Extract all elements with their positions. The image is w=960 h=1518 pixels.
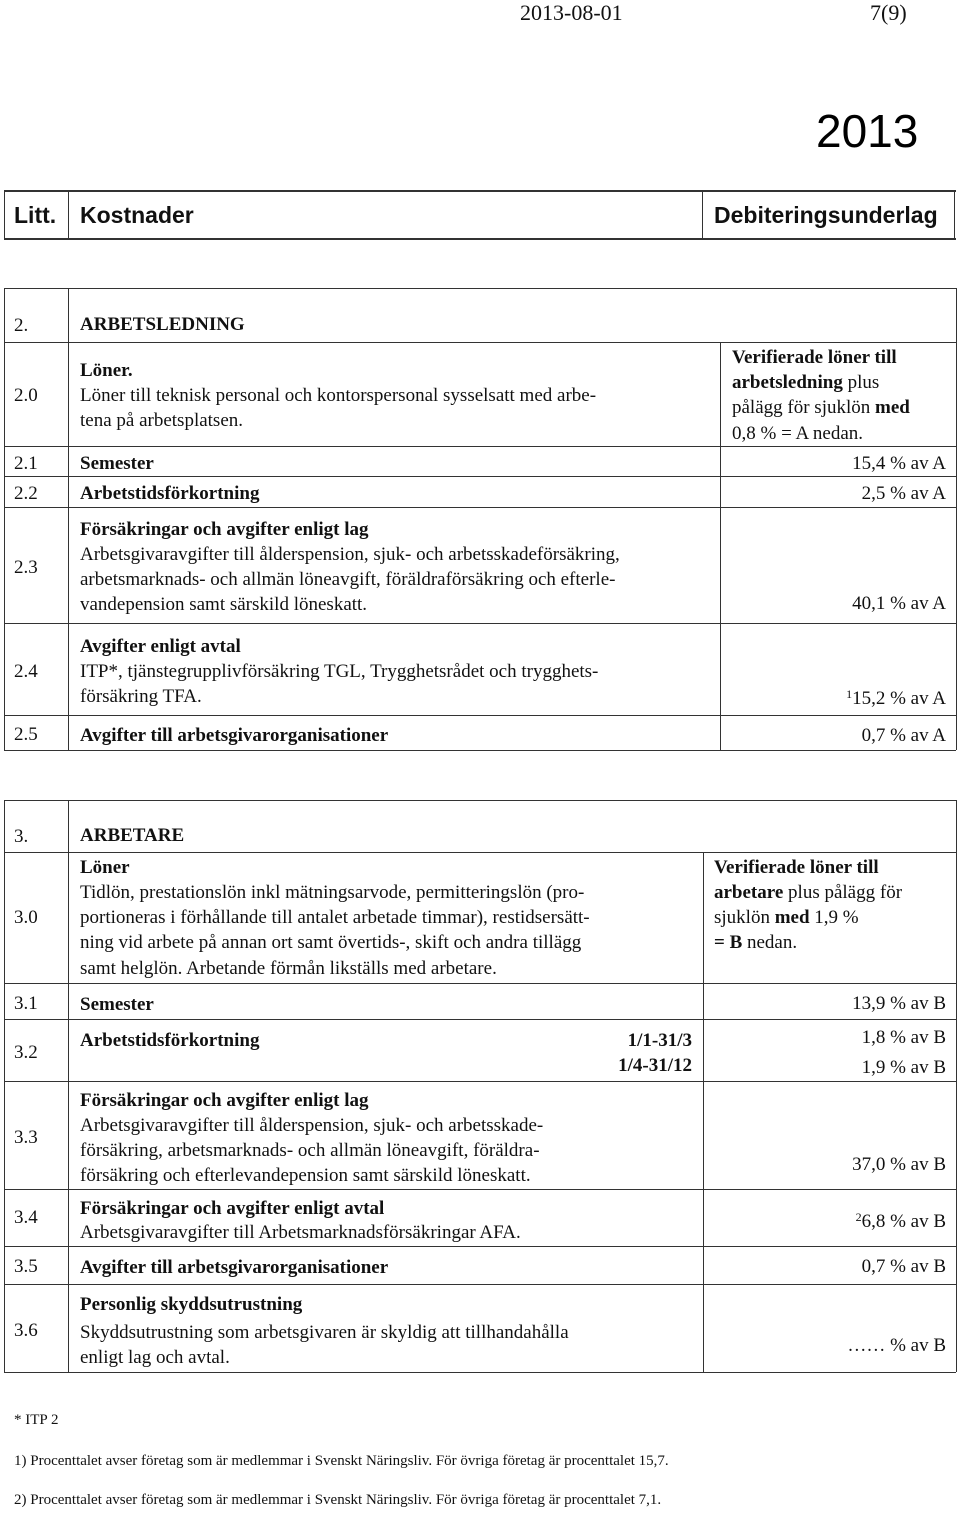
column-kostnader: Kostnader: [80, 201, 194, 228]
s2-bottom-border: [4, 750, 956, 751]
row-2-0-deb1: Verifierade löner till: [732, 347, 897, 368]
row-2-0-deb4: 0,8 % = A nedan.: [732, 423, 864, 444]
header-left-border: [4, 190, 5, 240]
row-3-4-value-cell: [856, 1205, 946, 1234]
row-2-3-value: 40,1 % av A: [852, 593, 946, 614]
s2-left-border: [4, 288, 5, 750]
row-3-5-number: 3.5: [14, 1256, 38, 1277]
s2-rule-title: [4, 342, 956, 343]
s3-divider-2: [703, 852, 704, 1372]
row-3-0-line4: samt helglön. Arbetande förmån likställs med arbetare.: [80, 958, 497, 979]
row-3-3-number: 3.3: [14, 1127, 38, 1148]
s2-title: ARBETSLEDNING: [80, 314, 245, 335]
row-2-1-number: 2.1: [14, 453, 38, 474]
s3-rule-32: [4, 1081, 956, 1082]
row-2-1-value: 15,4 % av A: [852, 453, 946, 474]
s2-top-border: [4, 288, 956, 289]
row-3-5-value: 0,7 % av B: [861, 1256, 946, 1277]
row-2-4-line1: ITP*, tjänstegrupplivförsäkring TGL, Trygghetsrådet och trygghets-: [80, 661, 599, 682]
row-3-0-deb3a: sjuklön: [714, 907, 775, 928]
s2-rule-24: [4, 715, 956, 716]
s3-right-border: [956, 800, 957, 1372]
row-2-3-number: 2.3: [14, 557, 38, 578]
row-3-2-value-1: 1,8 % av B: [861, 1027, 946, 1048]
row-3-0-deb3c: 1,9 %: [809, 907, 859, 928]
row-3-1-title: Semester: [80, 994, 154, 1015]
footnote-itp: * ITP 2: [14, 1412, 59, 1428]
row-2-0-deb3b: med: [875, 397, 910, 418]
row-3-0-deb2b: plus pålägg för: [783, 882, 903, 903]
s3-rule-31: [4, 1019, 956, 1020]
row-3-3-line2: försäkring, arbetsmarknads- och allmän löneavgift, föräldra-: [80, 1140, 540, 1161]
row-2-2-title: Arbetstidsförkortning: [80, 483, 260, 504]
s3-divider-1: [68, 800, 69, 1372]
row-3-0-deb2: [714, 880, 902, 905]
row-3-6-number: 3.6: [14, 1320, 38, 1341]
row-3-5-title: Avgifter till arbetsgivarorganisationer: [80, 1257, 389, 1278]
row-3-6-line2: enligt lag och avtal.: [80, 1347, 230, 1368]
row-3-4-number: 3.4: [14, 1207, 38, 1228]
s2-rule-20: [4, 446, 956, 447]
header-right-border: [954, 190, 955, 240]
s3-top-border: [4, 800, 956, 801]
row-2-3-line2: arbetsmarknads- och allmän löneavgift, föräldraförsäkring och efterle-: [80, 569, 616, 590]
page-number: 7(9): [870, 0, 907, 25]
row-2-0-line1: Löner till teknisk personal och kontorspersonal sysselsatt med arbe-: [80, 385, 597, 406]
row-3-6-title: Personlig skyddsutrustning: [80, 1294, 303, 1315]
row-3-0-deb2a: arbetare: [714, 882, 784, 903]
row-2-5-value: 0,7 % av A: [861, 725, 946, 746]
row-3-0-deb3: [714, 905, 859, 930]
row-3-0-line1: Tidlön, prestationslön inkl mätningsarvode, permitteringslön (pro-: [80, 882, 585, 903]
row-3-0-deb4a: = B: [714, 932, 743, 953]
row-3-6-value: …… % av B: [847, 1335, 946, 1356]
row-3-1-number: 3.1: [14, 993, 38, 1014]
s3-title: ARBETARE: [80, 825, 185, 846]
row-3-0-deb1: Verifierade löner till: [714, 857, 879, 878]
column-litt: Litt.: [14, 201, 57, 228]
row-3-2-period-1: 1/1-31/3: [627, 1030, 692, 1051]
row-2-0-deb2b: plus: [842, 372, 880, 393]
s2-number: 2.: [14, 315, 29, 336]
footnote-ref-1: 1: [846, 687, 853, 701]
s3-bottom-border: [4, 1372, 956, 1373]
row-3-0-line3: ning vid arbete på annan ort samt övertids-, skift och andra tillägg: [80, 932, 582, 953]
s2-rule-23: [4, 623, 956, 624]
row-2-3-title: Försäkringar och avgifter enligt lag: [80, 519, 369, 540]
row-2-4-line2: försäkring TFA.: [80, 686, 202, 707]
row-3-1-value: 13,9 % av B: [852, 993, 946, 1014]
footnote-ref-2: 2: [855, 1210, 862, 1224]
row-3-3-line1: Arbetsgivaravgifter till ålderspension, sjuk- och arbetsskade-: [80, 1115, 544, 1136]
row-3-3-value: 37,0 % av B: [852, 1154, 946, 1175]
row-3-6-line1: Skyddsutrustning som arbetsgivaren är skyldig att tillhandahålla: [80, 1322, 569, 1343]
row-3-4-value: 6,8 % av B: [861, 1211, 946, 1232]
row-2-0-line2: tena på arbetsplatsen.: [80, 410, 244, 431]
row-2-0-title: Löner.: [80, 360, 133, 381]
header-divider-1: [68, 190, 69, 240]
s2-rule-21: [4, 476, 956, 477]
row-2-5-title: Avgifter till arbetsgivarorganisationer: [80, 725, 389, 746]
row-2-4-value-cell: [846, 682, 946, 711]
s3-left-border: [4, 800, 5, 1372]
row-2-0-number: 2.0: [14, 385, 38, 406]
year-heading: 2013: [816, 105, 919, 157]
row-3-3-title: Försäkringar och avgifter enligt lag: [80, 1090, 369, 1111]
row-2-3-line3: vandepension samt särskild löneskatt.: [80, 594, 368, 615]
column-debitering: Debiteringsunderlag: [714, 201, 938, 228]
row-3-0-deb4b: nedan.: [742, 932, 798, 953]
row-3-0-deb3b: med: [774, 907, 810, 928]
row-3-2-title: Arbetstidsförkortning: [80, 1030, 260, 1051]
s3-rule-30: [4, 983, 956, 984]
row-3-3-line3: försäkring och efterlevandepension samt särskild löneskatt.: [80, 1165, 531, 1186]
row-2-4-value: 15,2 % av A: [852, 688, 946, 709]
row-3-0-title: Löner: [80, 857, 130, 878]
row-3-0-deb4: [714, 930, 797, 955]
row-3-0-number: 3.0: [14, 907, 38, 928]
s3-rule-33: [4, 1189, 956, 1190]
row-2-4-title: Avgifter enligt avtal: [80, 636, 241, 657]
footnote-1: 1) Procenttalet avser företag som är medlemmar i Svenskt Näringsliv. För övriga företag är procenttalet 15,7.: [14, 1453, 669, 1469]
row-2-5-number: 2.5: [14, 724, 38, 745]
row-3-2-number: 3.2: [14, 1042, 38, 1063]
footnote-2: 2) Procenttalet avser företag som är medlemmar i Svenskt Näringsliv. För övriga företag är procenttalet 7,1.: [14, 1492, 662, 1508]
row-2-0-deb3: [732, 395, 910, 420]
row-3-4-title: Försäkringar och avgifter enligt avtal: [80, 1198, 385, 1219]
s2-divider-2: [720, 342, 721, 750]
row-3-0-line2: portioneras i förhållande till antalet arbetade timmar), restidsersätt-: [80, 907, 590, 928]
row-2-0-deb2a: arbetsledning: [732, 372, 843, 393]
s2-divider-1: [68, 288, 69, 750]
row-2-1-title: Semester: [80, 453, 154, 474]
row-2-2-value: 2,5 % av A: [861, 483, 946, 504]
s3-rule-35: [4, 1284, 956, 1285]
s3-number: 3.: [14, 826, 29, 847]
document-date: 2013-08-01: [520, 0, 623, 25]
row-2-0-deb2: [732, 370, 879, 395]
row-3-4-line1: Arbetsgivaravgifter till Arbetsmarknadsförsäkringar AFA.: [80, 1222, 521, 1243]
row-3-2-value-2: 1,9 % av B: [861, 1057, 946, 1078]
header-divider-2: [702, 190, 703, 240]
column-header-row: [4, 190, 956, 240]
row-3-2-period-2: 1/4-31/12: [618, 1055, 692, 1076]
s3-rule-34: [4, 1246, 956, 1247]
s2-right-border: [956, 288, 957, 750]
row-2-4-number: 2.4: [14, 661, 38, 682]
s2-rule-22: [4, 507, 956, 508]
s3-rule-title: [4, 852, 956, 853]
row-2-3-line1: Arbetsgivaravgifter till ålderspension, sjuk- och arbetsskadeförsäkring,: [80, 544, 620, 565]
row-2-2-number: 2.2: [14, 483, 38, 504]
row-2-0-deb3a: pålägg för sjuklön: [732, 397, 876, 418]
